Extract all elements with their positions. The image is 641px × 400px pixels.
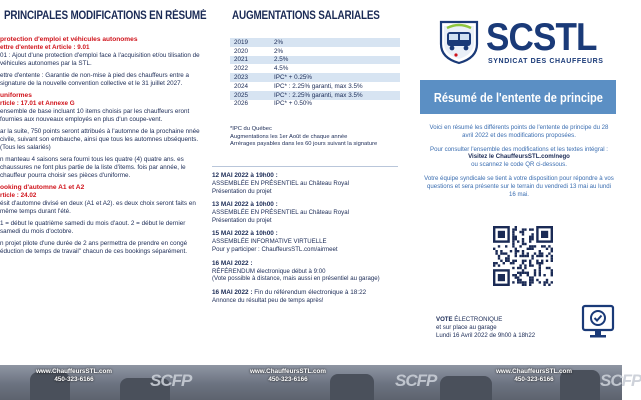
salary-value: 2% bbox=[274, 47, 284, 55]
footer-phone: 450-323-6166 bbox=[268, 375, 308, 383]
event-line: ASSEMBLÉE EN PRÉSENTIEL au Château Royal bbox=[212, 180, 349, 187]
salary-title: AUGMENTATIONS SALARIALES bbox=[232, 10, 380, 22]
section-heading: ooking d'automne A1 et A2 bbox=[0, 184, 85, 191]
vote-line: et sur place au garage bbox=[436, 323, 497, 331]
section-heading: uniformes bbox=[0, 92, 32, 99]
salary-year: 2024 bbox=[234, 82, 249, 90]
event-item bbox=[212, 230, 407, 253]
salary-row bbox=[230, 91, 400, 100]
crowd-figure bbox=[440, 376, 492, 400]
vote-label: VOTE bbox=[436, 316, 453, 323]
salary-row bbox=[230, 100, 400, 109]
footer-phone: 450-323-6166 bbox=[514, 375, 554, 383]
event-line: RÉFÉRENDUM électronique début à 9:00 bbox=[212, 267, 326, 275]
footer-contact bbox=[494, 368, 574, 383]
crowd-figure bbox=[330, 374, 374, 400]
event-date-extra: Fin du référendum électronique à 18:22 bbox=[252, 288, 367, 296]
salary-year: 2020 bbox=[234, 47, 249, 55]
event-line: (Vote possible à distance, mais aussi en présentiel au garage) bbox=[212, 275, 380, 283]
footer-photo-strip bbox=[0, 365, 641, 400]
salary-value: 2% bbox=[270, 38, 400, 47]
section-heading: protection d'emploi et véhicules autonomes bbox=[0, 36, 138, 43]
event-item bbox=[212, 201, 407, 224]
salary-row bbox=[230, 73, 400, 82]
section-paragraph: ettre d'entente : Garantie de non-mise à pied des chauffeurs entre a signature de la nouvelle convention collective et le 31 juillet 2027. bbox=[0, 72, 190, 87]
event-date: 15 MAI 2022 à 10h00 : bbox=[212, 230, 278, 238]
divider bbox=[212, 166, 398, 167]
salary-year: 2023 bbox=[230, 73, 270, 82]
salary-value: IPC* : 2.25% garanti, max 3.5% bbox=[274, 82, 363, 90]
section-paragraph: n manteau 4 saisons sera fourni tous les quatre (4) quatre ans. es chaussures ne font plus partie de la liste d'items. fois par année, le chauffeur pourra choisir ses pièces d'uniforme. bbox=[0, 156, 186, 179]
footer-url[interactable]: www.ChauffeursSTL.com bbox=[35, 368, 113, 375]
salary-row bbox=[230, 82, 400, 91]
event-date: 13 MAI 2022 à 10h00 : bbox=[212, 201, 278, 209]
event-line: Présentation du projet bbox=[212, 187, 272, 195]
section-reference: rticle : 24.02 bbox=[0, 192, 37, 199]
event-line: Présentation du projet bbox=[212, 216, 272, 224]
computer-vote-icon bbox=[580, 300, 616, 344]
salary-year: 2022 bbox=[234, 65, 249, 73]
bus-shield-icon bbox=[437, 20, 481, 64]
salary-row bbox=[230, 56, 400, 65]
consult-paragraph bbox=[424, 146, 614, 169]
logo-name: SCSTL bbox=[486, 16, 597, 59]
section-paragraph: ar la suite, 750 points seront attribués à l'automne de la prochaine nnée civile, suivant son embauche, ainsi que tous les automnes ubséquents. (Tous les salariés) bbox=[0, 128, 200, 151]
scfp-watermark: SCFP bbox=[150, 371, 192, 390]
scstl-logo bbox=[437, 18, 617, 70]
scfp-watermark: SCFP bbox=[600, 371, 641, 390]
vote-type: ÉLECTRONIQUE bbox=[452, 316, 503, 323]
salary-value: 4.5% bbox=[274, 65, 289, 73]
salary-notes bbox=[230, 126, 410, 149]
event-date bbox=[212, 289, 407, 297]
scfp-watermark: SCFP bbox=[395, 371, 437, 390]
vote-line bbox=[436, 316, 576, 324]
footer-contact bbox=[34, 368, 114, 383]
modifications-list bbox=[0, 34, 200, 260]
salary-value: IPC* : 2.25% garanti, max 3.5% bbox=[270, 91, 400, 100]
footer-phone: 450-323-6166 bbox=[54, 375, 94, 383]
event-date: 12 MAI 2022 à 19h00 : bbox=[212, 172, 278, 179]
footer-url[interactable]: www.ChauffeursSTL.com bbox=[249, 368, 327, 375]
qr-hint: ou scannez le code QR ci-dessous. bbox=[471, 161, 567, 169]
salary-row bbox=[230, 38, 400, 47]
consult-line: Pour consulter l'ensemble des modifications et les textes intégral : bbox=[430, 145, 608, 153]
event-item bbox=[212, 172, 407, 195]
section-reference: ettre d'entente et Article : 9.01 bbox=[0, 44, 90, 51]
team-paragraph: Votre équipe syndicale se tient à votre disposition pour répondre à vos questions et sera présente sur le terrain du vendredi 13 mai au lundi 16 mai. bbox=[424, 174, 614, 198]
section-paragraph: 01 : Ajout d'une protection d'emploi face à l'acquisition et/ou tilisation de véhicules autonomes par la STL. bbox=[0, 52, 200, 67]
salary-year: 2026 bbox=[234, 100, 249, 108]
left-column-title: PRINCIPALES MODIFICATIONS EN RÉSUMÉ bbox=[4, 10, 207, 22]
logo-subtitle: SYNDICAT DES CHAUFFEURS bbox=[488, 58, 604, 65]
salary-value: IPC* + 0.50% bbox=[274, 100, 312, 108]
qr-code[interactable] bbox=[493, 226, 553, 286]
section-paragraph: 1 = début le quatrième samedi du mois d'aout. 2 = début le dernier samedi du mois d'octobre. bbox=[0, 220, 186, 235]
salary-year: 2021 bbox=[230, 56, 270, 65]
event-item bbox=[212, 260, 407, 283]
intro-paragraph: Voici en résumé les différents points de l'entente de principe du 28 avril 2022 et des modifications proposées. bbox=[429, 124, 609, 139]
salary-row bbox=[230, 47, 400, 56]
event-date: 16 MAI 2022 : bbox=[212, 259, 253, 267]
summary-banner bbox=[420, 80, 616, 114]
event-line: ASSEMBLÉE EN PRÉSENTIEL au Château Royal bbox=[212, 209, 349, 217]
event-item bbox=[212, 289, 407, 305]
banner-title: Résumé de l'entente de principe bbox=[433, 89, 603, 105]
section-paragraph: ésit d'automne divisé en deux (A1 et A2). es deux choix seront faits en même temps durant l'été. bbox=[0, 200, 196, 215]
vote-info bbox=[436, 316, 576, 339]
event-line: Annonce du résultat peu de temps après! bbox=[212, 296, 324, 304]
nego-link[interactable]: Visitez le ChauffeursSTL.com/nego bbox=[468, 153, 570, 161]
salary-note: Augmentations les 1er Août de chaque année bbox=[230, 133, 348, 140]
section-paragraph: ensemble de base incluant 10 items choisis par les chauffeurs eront fournies aux nouveaux employés en plus d'un coupe-vent. bbox=[0, 108, 190, 123]
vote-line: Lundi 16 Avril 2022 de 9h00 à 18h22 bbox=[436, 331, 536, 339]
events-list bbox=[212, 172, 407, 310]
event-line: ASSEMBLÉE INFORMATIVE VIRTUELLE bbox=[212, 238, 327, 246]
salary-value: 2.5% bbox=[270, 56, 400, 65]
salary-note: Arrérages payables dans les 60 jours suivant la signature bbox=[230, 141, 378, 147]
salary-table bbox=[230, 38, 400, 108]
salary-value: IPC* + 0.25% bbox=[270, 73, 400, 82]
event-link[interactable]: Pour y participer : ChauffeursSTL.com/airmeet bbox=[212, 245, 338, 253]
salary-note: *IPC du Québec bbox=[230, 126, 272, 132]
section-paragraph: n projet pilote d'une durée de 2 ans permettra de prendre en congé éduction de temps de travail" chacun de ces bookings séparément. bbox=[0, 240, 188, 255]
event-date-label: 16 MAI 2022 : bbox=[212, 288, 253, 296]
salary-year: 2025 bbox=[230, 91, 270, 100]
footer-url[interactable]: www.ChauffeursSTL.com bbox=[495, 368, 573, 375]
intro-text bbox=[424, 124, 614, 204]
salary-row bbox=[230, 64, 400, 73]
salary-year: 2019 bbox=[230, 38, 270, 47]
section-reference: rticle : 17.01 et Annexe G bbox=[0, 100, 75, 107]
footer-contact bbox=[248, 368, 328, 383]
